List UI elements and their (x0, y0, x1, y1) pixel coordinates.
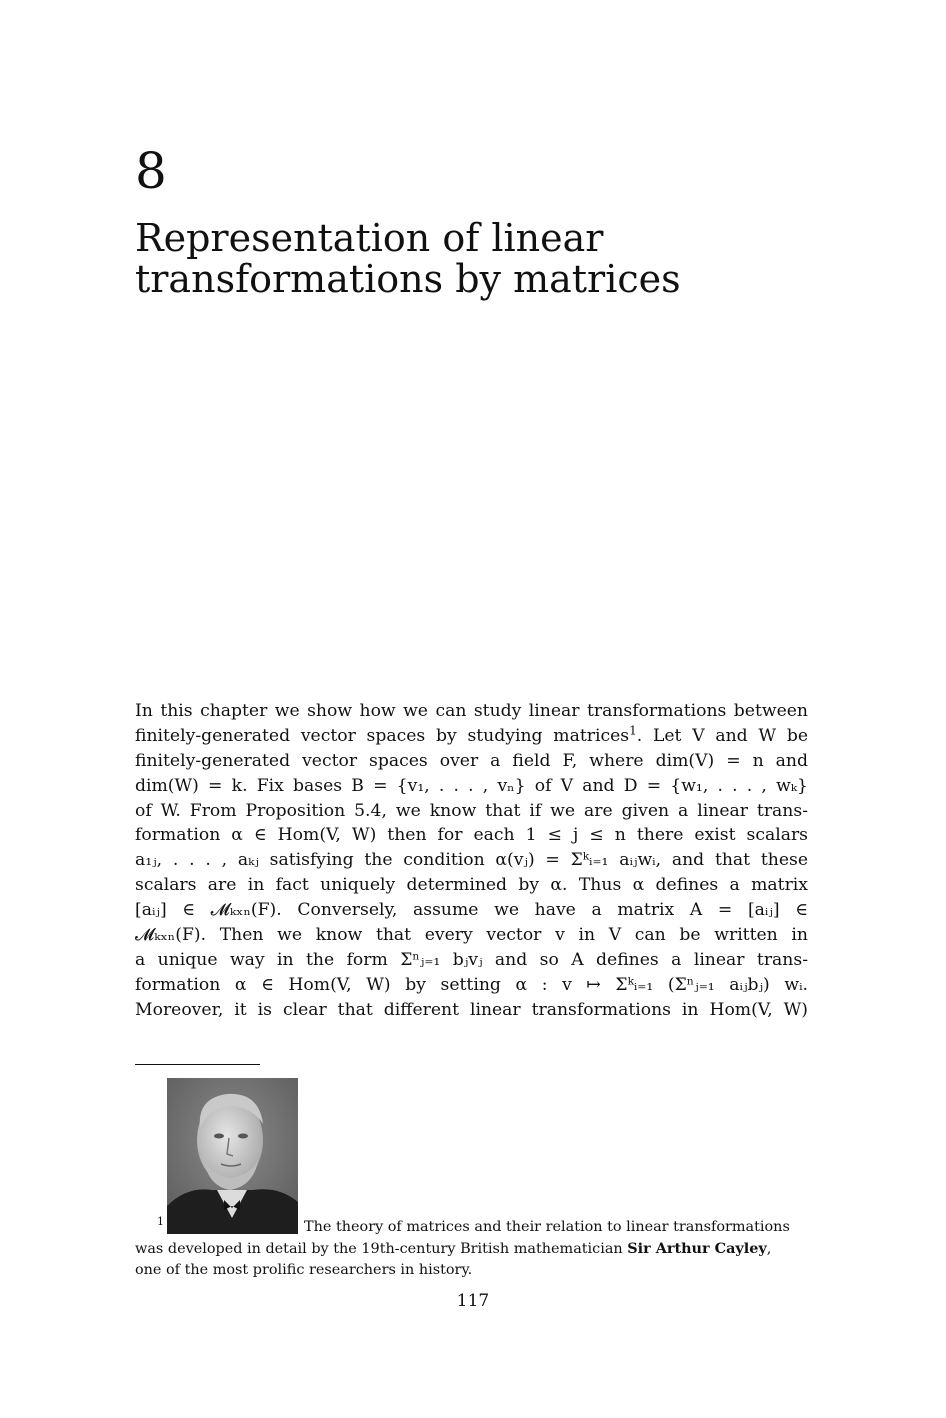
body-line: a₁ⱼ, . . . , aₖⱼ satisfying the condition α(vⱼ) = Σᵏᵢ₌₁ aᵢⱼwᵢ, and that these (135, 850, 808, 871)
footnote-line: one of the most prolific researchers in history. (135, 1262, 473, 1278)
chapter-title-line-1: Representation of linear (135, 216, 604, 260)
body-line: In this chapter we show how we can study linear transformations between (135, 701, 808, 721)
chapter-title-line-2: transformations by matrices (135, 257, 681, 301)
chapter-title (135, 218, 835, 300)
body-line: dim(W) = k. Fix bases B = {v₁, . . . , vₙ} of V and D = {w₁, . . . , wₖ} (135, 775, 808, 796)
body-line: Moreover, it is clear that different linear transformations in Hom(V, W) (135, 999, 808, 1020)
footnote-mark: 1 (157, 1215, 164, 1228)
page-number: 117 (456, 1291, 490, 1311)
footnote-ref: 1 (629, 723, 637, 738)
body-line: of W. From Proposition 5.4, we know that if we are given a linear trans- (135, 800, 808, 821)
body-line: a unique way in the form Σⁿⱼ₌₁ bⱼvⱼ and so A defines a linear trans- (135, 949, 808, 970)
chapter-number: 8 (135, 142, 167, 200)
cayley-name: Sir Arthur Cayley (627, 1240, 767, 1257)
footnote-text (135, 1217, 808, 1281)
body-line: [aᵢⱼ] ∈ 𝓜ₖₓₙ(F). Conversely, assume we have a matrix A = [aᵢⱼ] ∈ (135, 900, 808, 921)
body-paragraph (135, 699, 808, 1023)
footnote-rule (135, 1064, 260, 1065)
body-line: finitely-generated vector spaces over a field F, where dim(V) = n and (135, 750, 808, 771)
footnote-line (135, 1238, 808, 1260)
body-line-text: . Let V and W be (636, 725, 809, 746)
body-line-text: finitely-generated vector spaces by studying matrices (135, 725, 630, 746)
footnote-line-text: , (766, 1241, 772, 1257)
footnote-line-text: was developed in detail by the 19th-century British mathematician (135, 1241, 628, 1257)
body-line: formation α ∈ Hom(V, W) then for each 1 ≤ j ≤ n there exist scalars (135, 825, 808, 846)
body-line: scalars are in fact uniquely determined by α. Thus α defines a matrix (135, 875, 808, 896)
portrait-image (167, 1078, 298, 1234)
body-line: 𝓜ₖₓₙ(F). Then we know that every vector v in V can be written in (135, 925, 808, 946)
body-line (135, 724, 808, 749)
body-line: formation α ∈ Hom(V, W) by setting α : v ↦ Σᵏᵢ₌₁ (Σⁿⱼ₌₁ aᵢⱼbⱼ) wᵢ. (135, 974, 808, 995)
footnote-line: The theory of matrices and their relation to linear transformations (304, 1219, 790, 1235)
